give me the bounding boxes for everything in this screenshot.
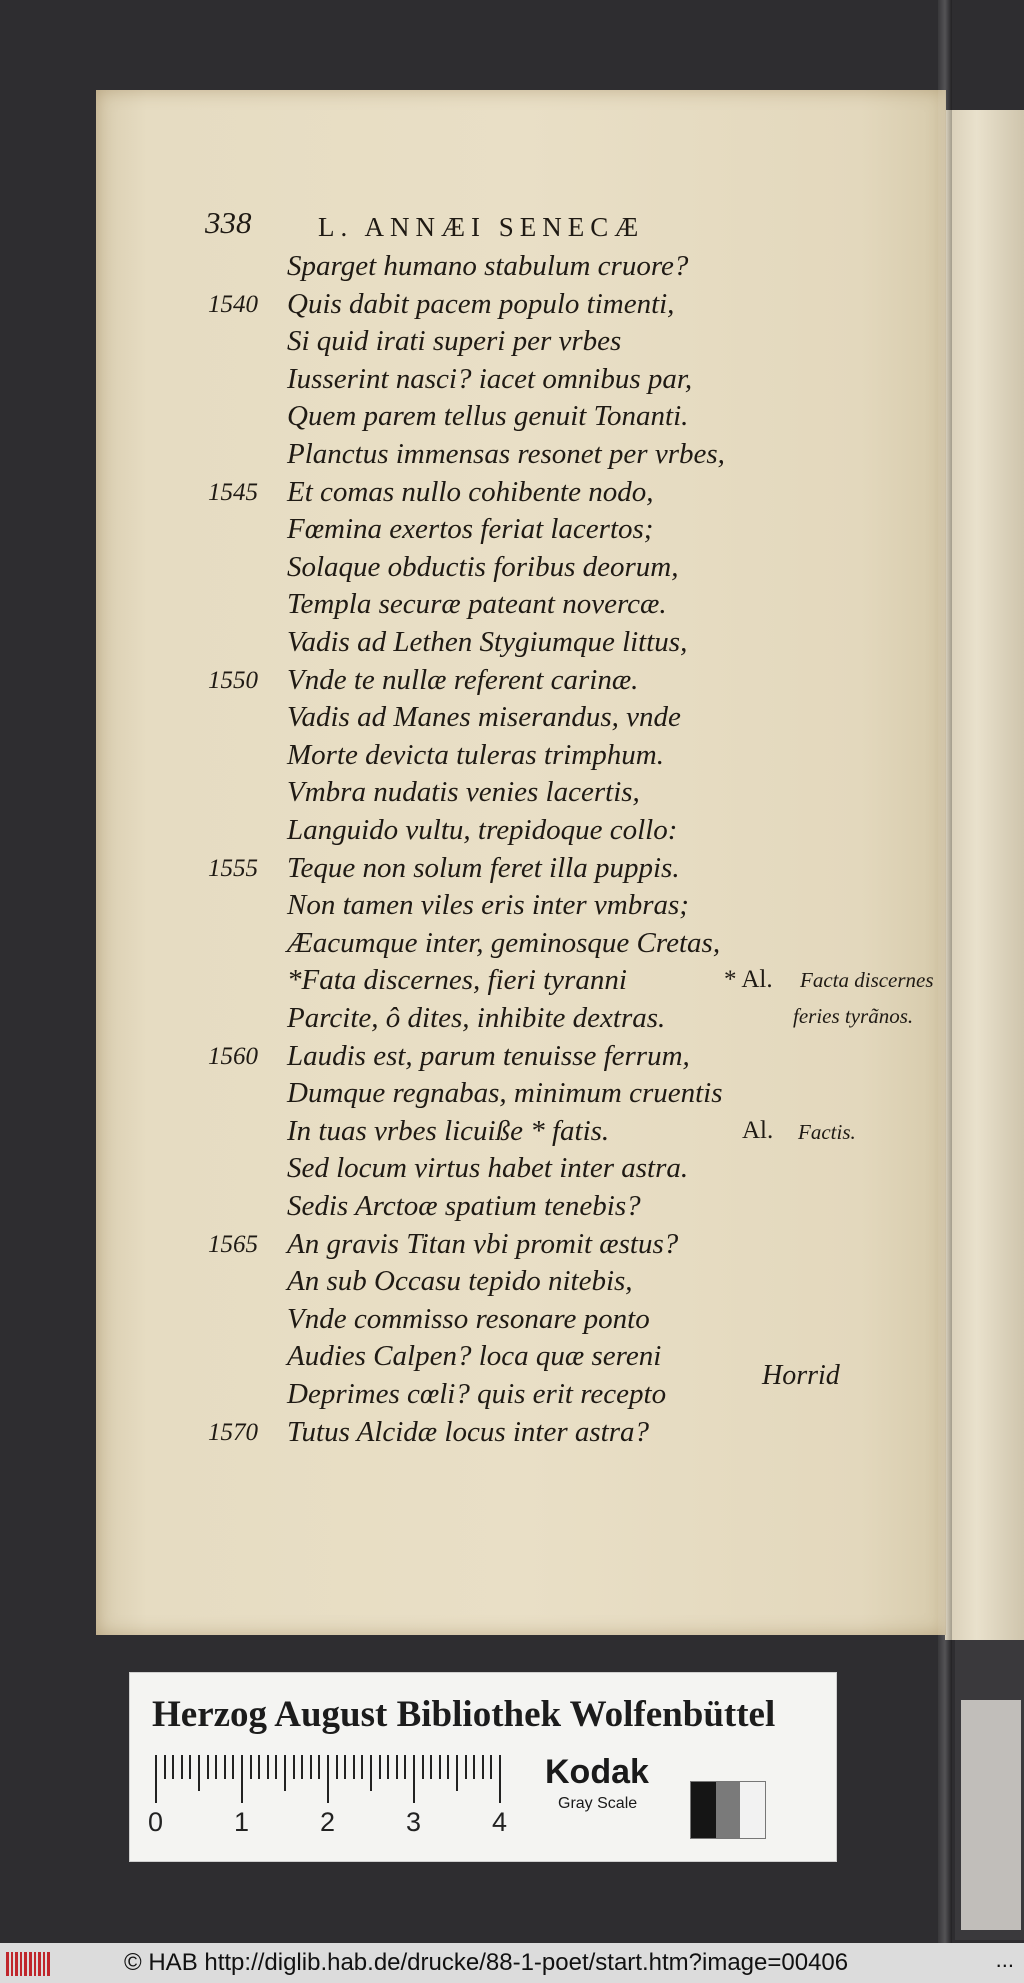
ruler-tick (181, 1755, 183, 1779)
verse-line: Solaque obductis foribus deorum, (287, 550, 679, 583)
facing-page-lower (955, 1640, 1024, 1940)
running-head: L. ANNÆI SENECÆ (318, 212, 645, 242)
ruler-tick (250, 1755, 252, 1779)
ruler-tick (413, 1755, 415, 1803)
note-text: Factis. (798, 1119, 856, 1144)
verse-line: Parcite, ô dites, inhibite dextras. (287, 1002, 666, 1034)
ruler-tick (490, 1755, 492, 1779)
ruler-tick (447, 1755, 449, 1779)
note-marker: Al. (742, 1116, 774, 1144)
ruler-tick (224, 1755, 226, 1779)
footer-bar (0, 1943, 1024, 1983)
catchword: Horrid (762, 1360, 840, 1391)
line-number: 1545 (208, 478, 258, 506)
ruler-tick (439, 1755, 441, 1779)
library-card (129, 1672, 837, 1862)
copyright-link[interactable]: © HAB http://diglib.hab.de/drucke/88-1-poet/start.htm?image=00406 (124, 1949, 849, 1976)
verse-line: Non tamen viles eris inter vmbras; (287, 889, 689, 922)
verse-line: An gravis Titan vbi promit æstus? (287, 1227, 679, 1260)
ruler-tick (301, 1755, 303, 1779)
ruler-tick (422, 1755, 424, 1779)
ruler-tick (164, 1755, 166, 1779)
ruler-tick (482, 1755, 484, 1779)
verse-line: Deprimes cœli? quis erit recepto (287, 1378, 667, 1410)
verse-line: Vnde te nullæ referent carinæ. (287, 663, 639, 696)
verse-line: *Fata discernes, fieri tyranni (287, 964, 627, 997)
note-text: feries tyrãnos. (793, 1004, 914, 1028)
ruler-tick (267, 1755, 269, 1779)
verse-line: Fœmina exertos feriat lacertos; (287, 513, 654, 546)
verse-line: Sedis Arctoæ spatium tenebis? (287, 1190, 641, 1222)
line-number: 1540 (208, 290, 258, 318)
ruler-tick (465, 1755, 467, 1779)
ruler-tick (293, 1755, 295, 1779)
verse-line: Sed locum virtus habet inter astra. (287, 1152, 689, 1185)
ruler-tick (327, 1755, 329, 1803)
gray-swatches (690, 1781, 766, 1839)
hab-logo-icon[interactable] (6, 1952, 50, 1976)
verse-line: Vnde commisso resonare ponto (287, 1302, 650, 1335)
verse-line: Si quid irati superi per vrbes (287, 325, 622, 358)
kodak-logo: Kodak (545, 1753, 649, 1791)
line-number: 1550 (208, 666, 258, 694)
ruler-tick (499, 1755, 501, 1803)
ruler-tick (198, 1755, 200, 1791)
glass-edge (938, 0, 952, 1943)
verse-line: Laudis est, parum tenuisse ferrum, (287, 1039, 690, 1072)
verse-line: Templa securæ pateant novercæ. (287, 588, 667, 621)
verse-line: Dumque regnabas, minimum cruentis (287, 1077, 723, 1110)
ruler-tick (232, 1755, 234, 1779)
line-number: 1560 (208, 1042, 258, 1070)
ruler-tick (456, 1755, 458, 1791)
ruler-tick (387, 1755, 389, 1779)
ruler-tick (361, 1755, 363, 1779)
ruler-number: 2 (320, 1807, 336, 1837)
verse-line: Tutus Alcidæ locus inter astra? (287, 1415, 650, 1448)
ruler-tick (370, 1755, 372, 1791)
verse-line: Quem parem tellus genuit Tonanti. (287, 400, 689, 433)
gray-scale-label: Gray Scale (558, 1795, 638, 1812)
verse-line: Et comas nullo cohibente nodo, (287, 475, 654, 508)
verse-line: Planctus immensas resonet per vrbes, (287, 438, 725, 470)
facing-page-edge (945, 110, 1024, 1640)
verse-line: Sparget humano stabulum cruore? (287, 250, 689, 282)
ruler-tick (336, 1755, 338, 1779)
ruler-number: 4 (492, 1807, 508, 1837)
verse-line: In tuas vrbes licuiße * fatis. (287, 1114, 610, 1147)
note-text: Facta discernes (800, 968, 934, 993)
note-marker: * Al. (724, 966, 773, 994)
ruler-tick (275, 1755, 277, 1779)
verse-line: Æacumque inter, geminosque Cretas, (287, 926, 721, 959)
verse-line: Teque non solum feret illa puppis. (287, 851, 680, 884)
verse-line: Iusserint nasci? iacet omnibus par, (287, 362, 693, 395)
library-name: Herzog August Bibliothek Wolfenbüttel (152, 1694, 776, 1735)
ruler-tick (284, 1755, 286, 1791)
verse-line: Vadis ad Lethen Stygiumque littus, (287, 626, 688, 658)
ruler-tick (404, 1755, 406, 1779)
ruler-number: 3 (406, 1807, 422, 1837)
ruler-tick (344, 1755, 346, 1779)
ruler-tick (189, 1755, 191, 1779)
more-icon[interactable]: ... (995, 1947, 1014, 1972)
verse-line: Audies Calpen? loca quæ sereni (287, 1340, 662, 1373)
page-folio: 338 (205, 205, 252, 240)
line-number: 1555 (208, 854, 258, 882)
verse-line: Morte devicta tuleras trimphum. (287, 738, 664, 771)
verse-line: Vmbra nudatis venies lacertis, (287, 776, 640, 809)
ruler-tick (318, 1755, 320, 1779)
ruler-number: 0 (148, 1807, 164, 1837)
ruler-tick (353, 1755, 355, 1779)
ruler-tick (430, 1755, 432, 1779)
ruler-number: 1 (234, 1807, 250, 1837)
verse-line: Languido vultu, trepidoque collo: (287, 814, 678, 846)
line-number: 1570 (208, 1418, 258, 1446)
ruler (155, 1755, 525, 1805)
line-number: 1565 (208, 1230, 258, 1258)
ruler-tick (396, 1755, 398, 1779)
ruler-tick (473, 1755, 475, 1779)
ruler-tick (172, 1755, 174, 1779)
ruler-tick (241, 1755, 243, 1803)
verse-line: Vadis ad Manes miserandus, vnde (287, 701, 681, 734)
ruler-tick (310, 1755, 312, 1779)
verse-line: Quis dabit pacem populo timenti, (287, 287, 675, 320)
ruler-tick (155, 1755, 157, 1803)
verse-line: An sub Occasu tepido nitebis, (287, 1265, 633, 1298)
ruler-tick (379, 1755, 381, 1779)
ruler-tick (207, 1755, 209, 1779)
ruler-tick (258, 1755, 260, 1779)
ruler-tick (215, 1755, 217, 1779)
